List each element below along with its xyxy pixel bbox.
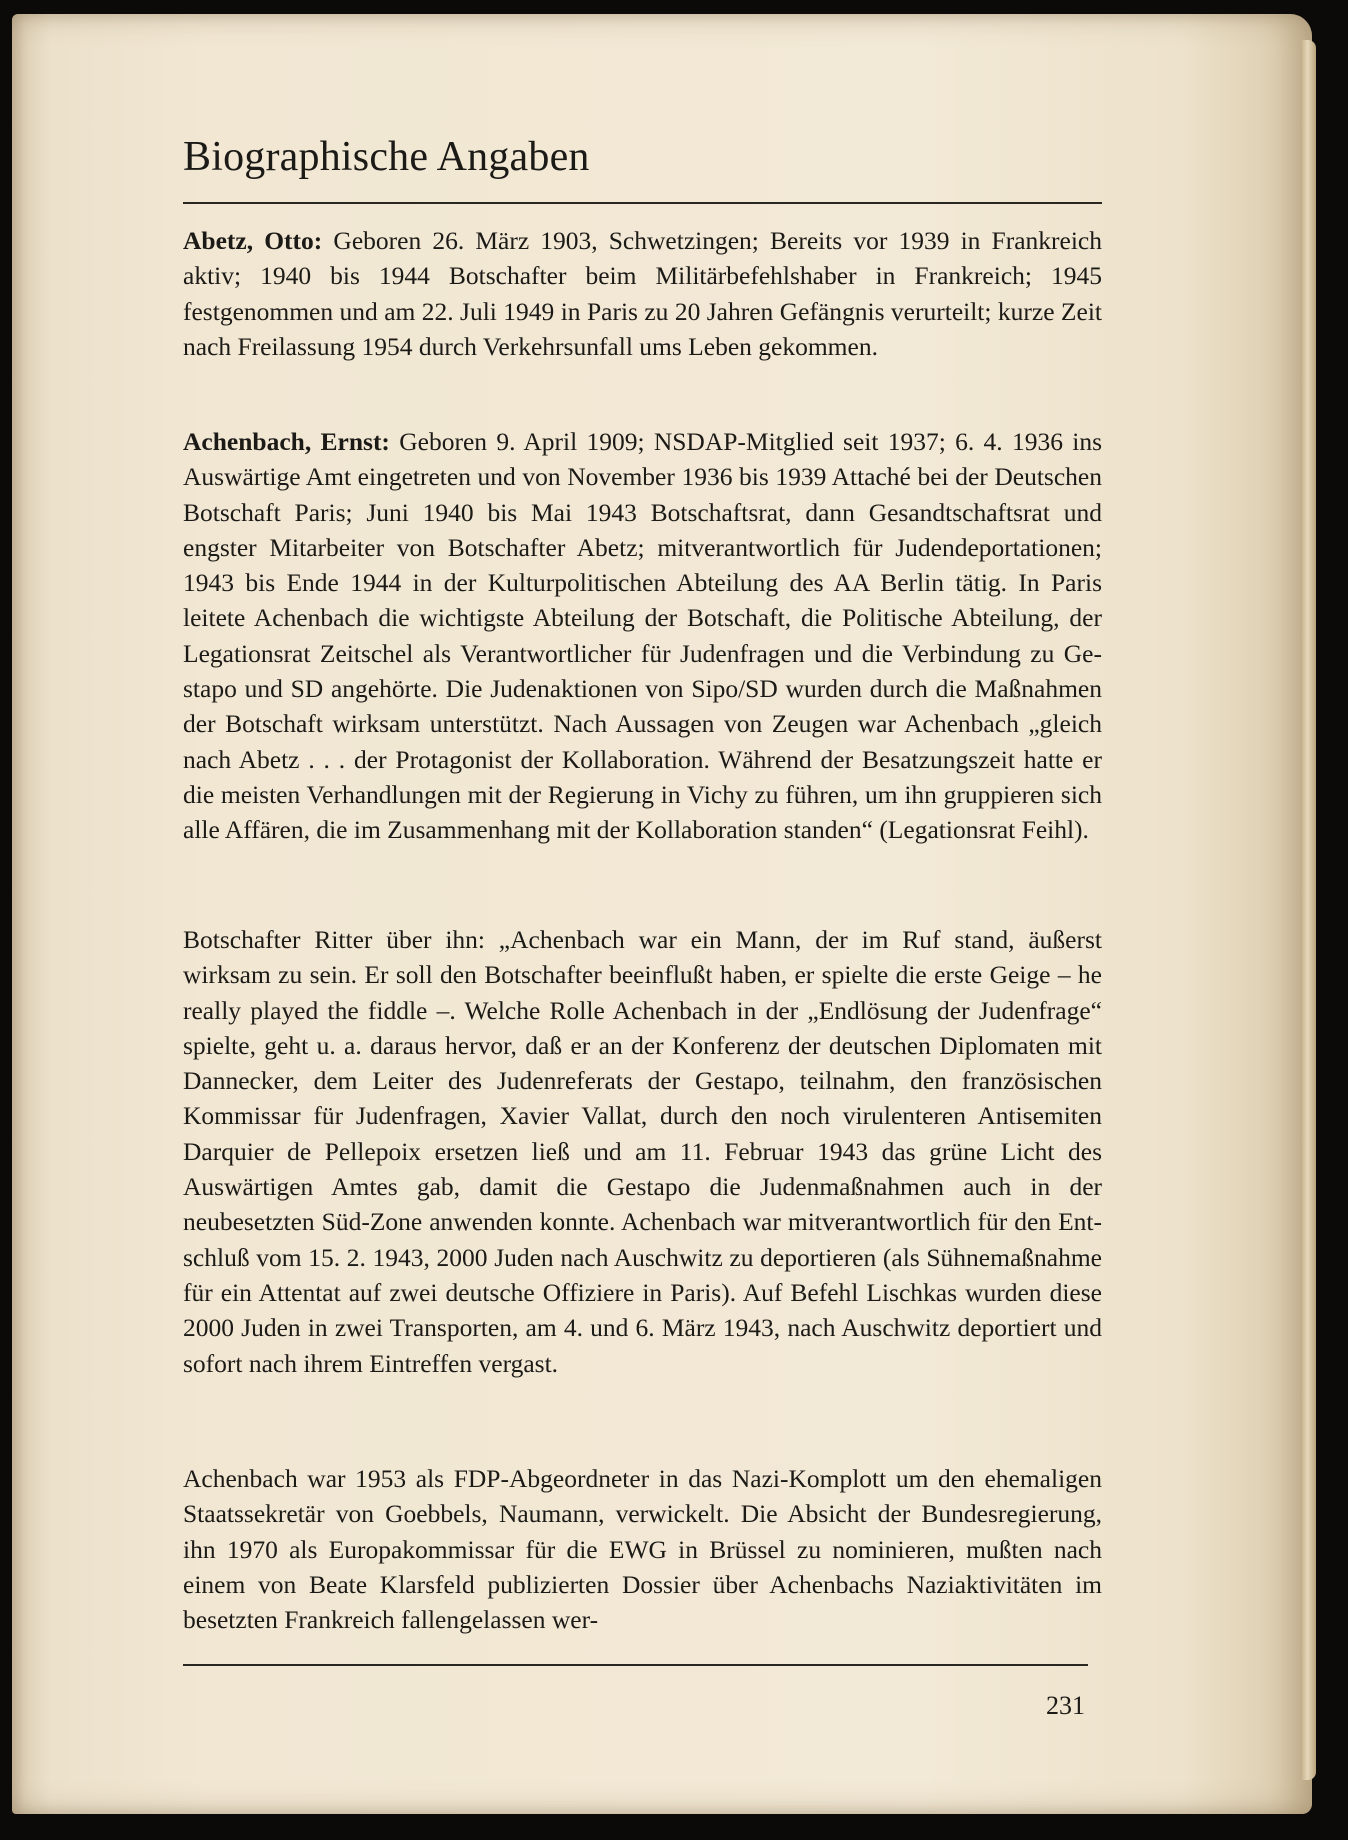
page-edge <box>1302 40 1316 1780</box>
section-title: Biographische Angaben <box>183 134 590 180</box>
entry-name-abetz: Abetz, Otto: <box>183 226 323 255</box>
header-rule <box>183 202 1102 204</box>
entry-text-abetz: Geboren 26. März 1903, Schwetzingen; Bereits vor 1939 in Frankreich aktiv; 1940 bis 1944 Botschafter beim Militärbefehlshaber in Frankreich; 1945 festgenommen und am 22. Juli 1949 in Paris zu 20 Jahren Gefängnis verurteilt; kurze Zeit nach Freilassung 1954 durch Verkehrsunfall ums Leben gekommen. <box>183 226 1102 361</box>
footer-rule <box>183 1664 1088 1666</box>
book-page <box>12 14 1312 1814</box>
page-number: 231 <box>1046 1691 1085 1720</box>
entry-name-achenbach: Achenbach, Ernst: <box>183 427 390 456</box>
entry-text-achenbach: Geboren 9. April 1909; NSDAP-Mitglied seit 1937; 6. 4. 1936 ins Auswärtige Amt eingetreten und von November 1936 bis 1939 Attaché bei der Deutschen Botschaft Paris; Juni 1940 bis Mai 1943 Botschaftsrat, dann Gesandtschaftsrat und engster Mitarbeiter von Botschafter Abetz; mitverantwortlich für Judendeportationen; 1943 bis Ende 1944 in der Kulturpolitischen Abteilung des AA Berlin tätig. In Paris leitete Achenbach die wichtigste Abteilung der Botschaft, die Politische Abteilung, der Legationsrat Zeitschel als Verantwortlicher für Judenfragen und die Verbindung zu Gestapo und SD angehörte. Die Judenaktionen von Sipo/SD wurden durch die Maßnahmen der Botschaft wirksam unterstützt. Nach Aussagen von Zeugen war Achenbach „gleich nach Abetz . . . der Protagonist der Kollaboration. Während der Besatzungszeit hatte er die meisten Verhandlungen mit der Regierung in Vichy zu führen, um ihn gruppieren sich alle Affären, die im Zusammenhang mit der Kollaboration standen“ (Legationsrat Feihl). <box>183 427 1103 845</box>
paragraph-ritter-quote: Botschafter Ritter über ihn: „Achenbach war ein Mann, der im Ruf stand, äußerst wirksam zu sein. Er soll den Botschafter beeinflußt haben, er spielte die erste Geige – he really played the fiddle –. Welche Rolle Achenbach in der „Endlösung der Judenfrage“ spielte, geht u. a. daraus hervor, daß er an der Konferenz der deutschen Diplomaten mit Dannecker, dem Leiter des Judenreferats der Gestapo, teilnahm, den französischen Kommissar für Judenfragen, Xavier Vallat, durch den noch virulenteren Antisemiten Darquier de Pellepoix ersetzen ließ und am 11. Februar 1943 das grüne Licht des Auswärtigen Amtes gab, damit die Gestapo die Judenmaßnahmen auch in der neubesetzten Süd-Zone anwenden konnte. Achenbach war mitverantwortlich für den Entschluß vom 15. 2. 1943, 2000 Juden nach Auschwitz zu deportieren (als Sühnemaßnahme für ein Attentat auf zwei deutsche Offiziere in Paris). Auf Befehl Lischkas wurden diese 2000 Juden in zwei Transporten, am 4. und 6. März 1943, nach Auschwitz deportiert und sofort nach ihrem Eintreffen vergast. <box>183 925 1102 1378</box>
entry-abetz <box>183 223 1102 364</box>
paragraph-fdp: Achenbach war 1953 als FDP-Abgeordneter in das Nazi-Komplott um den ehemaligen Staatssekretär von Goebbels, Naumann, verwickelt. Die Absicht der Bundesregierung, ihn 1970 als Europakommissar für die EWG in Brüssel zu nominieren, mußten nach einem von Beate Klarsfeld publizierten Dossier über Achenbachs Naziaktivitäten im besetzten Frankreich fallengelassen wer- <box>183 1464 1102 1635</box>
entry-achenbach <box>183 424 1102 848</box>
